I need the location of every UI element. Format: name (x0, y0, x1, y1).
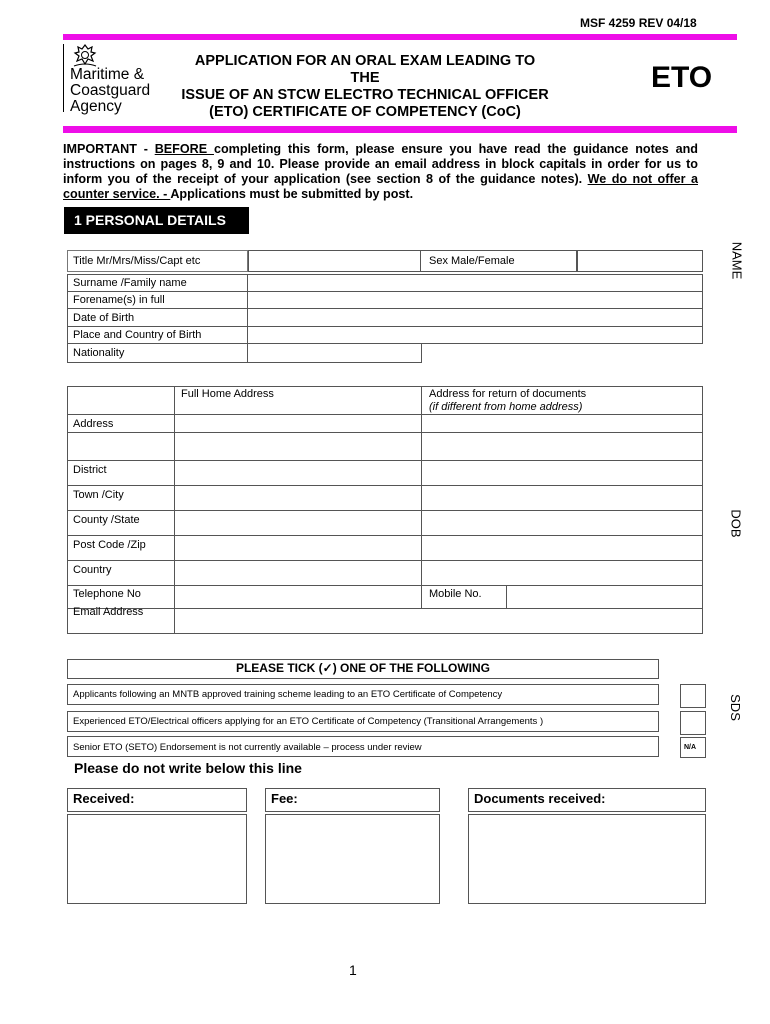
email-input[interactable] (175, 609, 702, 633)
return-country-input[interactable] (422, 561, 702, 585)
forenames-input[interactable] (248, 292, 702, 308)
place-of-birth-label: Place and Country of Birth (73, 329, 202, 341)
office-use-heading: Please do not write below this line (74, 760, 302, 776)
return-county-input[interactable] (422, 511, 702, 535)
fee-box (265, 814, 440, 904)
surname-input[interactable] (248, 275, 702, 291)
documents-label: Documents received: (474, 791, 606, 806)
important-before: BEFORE (154, 142, 214, 156)
page-number: 1 (349, 962, 357, 978)
received-label: Received: (73, 791, 135, 806)
mobile-input[interactable] (507, 586, 702, 608)
sex-input[interactable] (577, 250, 703, 272)
agency-line-3: Agency (70, 98, 122, 115)
title-label: Title Mr/Mrs/Miss/Capt etc (73, 255, 201, 267)
place-of-birth-input[interactable] (248, 327, 702, 344)
full-home-address-heading: Full Home Address (181, 388, 274, 400)
important-no-counter: We do not offer a counter service. - (63, 172, 698, 201)
logo-divider (63, 44, 64, 112)
title-input[interactable] (248, 250, 421, 272)
agency-name (70, 67, 150, 115)
home-country-input[interactable] (175, 561, 421, 585)
return-town-input[interactable] (422, 486, 702, 510)
na-label: N/A (684, 744, 697, 751)
option-3-label: Senior ETO (SETO) Endorsement is not currently available – process under review (73, 742, 422, 753)
home-district-input[interactable] (175, 461, 421, 485)
country-label: Country (73, 564, 112, 576)
home-postcode-input[interactable] (175, 536, 421, 560)
email-label: Email Address (73, 606, 144, 618)
postcode-label: Post Code /Zip (73, 539, 146, 551)
nationality-label: Nationality (73, 347, 125, 359)
form-reference: MSF 4259 REV 04/18 (580, 16, 697, 30)
top-pink-bar (63, 34, 737, 40)
nationality-input[interactable] (248, 344, 421, 362)
dob-input[interactable] (248, 309, 702, 326)
return-address-heading: Address for return of documents (429, 388, 587, 400)
bottom-pink-bar (63, 126, 737, 133)
return-district-input[interactable] (422, 461, 702, 485)
eto-badge: ETO (651, 61, 713, 94)
title-line-1: APPLICATION FOR AN ORAL EXAM LEADING TO THE (194, 53, 536, 86)
address-label: Address (73, 418, 114, 430)
section-heading-personal-details: 1 PERSONAL DETAILS (64, 207, 249, 234)
agency-line-2: Coastguard (70, 82, 151, 99)
town-label: Town /City (73, 489, 124, 501)
surname-label: Surname /Family name (73, 277, 187, 289)
county-label: County /State (73, 514, 140, 526)
return-address-note: (if different from home address) (429, 401, 583, 413)
received-box (67, 814, 247, 904)
mobile-label: Mobile No. (429, 588, 482, 600)
home-county-input[interactable] (175, 511, 421, 535)
side-label-name: NAME (729, 241, 745, 280)
home-town-input[interactable] (175, 486, 421, 510)
important-notice (63, 142, 698, 202)
form-title (180, 53, 550, 121)
option-2-label: Experienced ETO/Electrical officers applying for an ETO Certificate of Competency (Transitional Arrangements ) (73, 716, 544, 727)
side-label-sds: SDS (727, 694, 743, 721)
agency-line-1: Maritime & (70, 66, 145, 83)
documents-box (468, 814, 706, 904)
option-2-checkbox[interactable] (680, 711, 706, 735)
tick-heading: PLEASE TICK (✓) ONE OF THE FOLLOWING (235, 661, 491, 675)
forenames-label: Forename(s) in full (73, 294, 165, 306)
important-post: Applications must be submitted by post. (170, 187, 414, 201)
telephone-input[interactable] (175, 586, 421, 608)
district-label: District (73, 464, 107, 476)
important-body: completing this form, please ensure you have read the guidance notes and instructions on pages 8, 9 and 10. Please provide an email address in block capitals in order for us to inform you of the receipt of your application (see section 8 of the guidance notes). (63, 142, 698, 186)
option-1-checkbox[interactable] (680, 684, 706, 708)
title-line-2: ISSUE OF AN STCW ELECTRO TECHNICAL OFFICER (181, 87, 549, 103)
dob-label: Date of Birth (73, 312, 135, 324)
option-1-label: Applicants following an MNTB approved training scheme leading to an ETO Certificate of Competency (73, 689, 503, 700)
return-postcode-input[interactable] (422, 536, 702, 560)
sex-label: Sex Male/Female (429, 255, 515, 267)
return-address-input[interactable] (422, 415, 702, 460)
title-line-3: (ETO) CERTIFICATE OF COMPETENCY (CoC) (209, 104, 521, 120)
home-address-input[interactable] (175, 415, 421, 460)
important-prefix: IMPORTANT - (63, 142, 155, 156)
side-label-dob: DOB (728, 509, 744, 538)
sex-label-cell (421, 250, 577, 272)
fee-label: Fee: (271, 791, 298, 806)
telephone-label: Telephone No (73, 588, 141, 600)
